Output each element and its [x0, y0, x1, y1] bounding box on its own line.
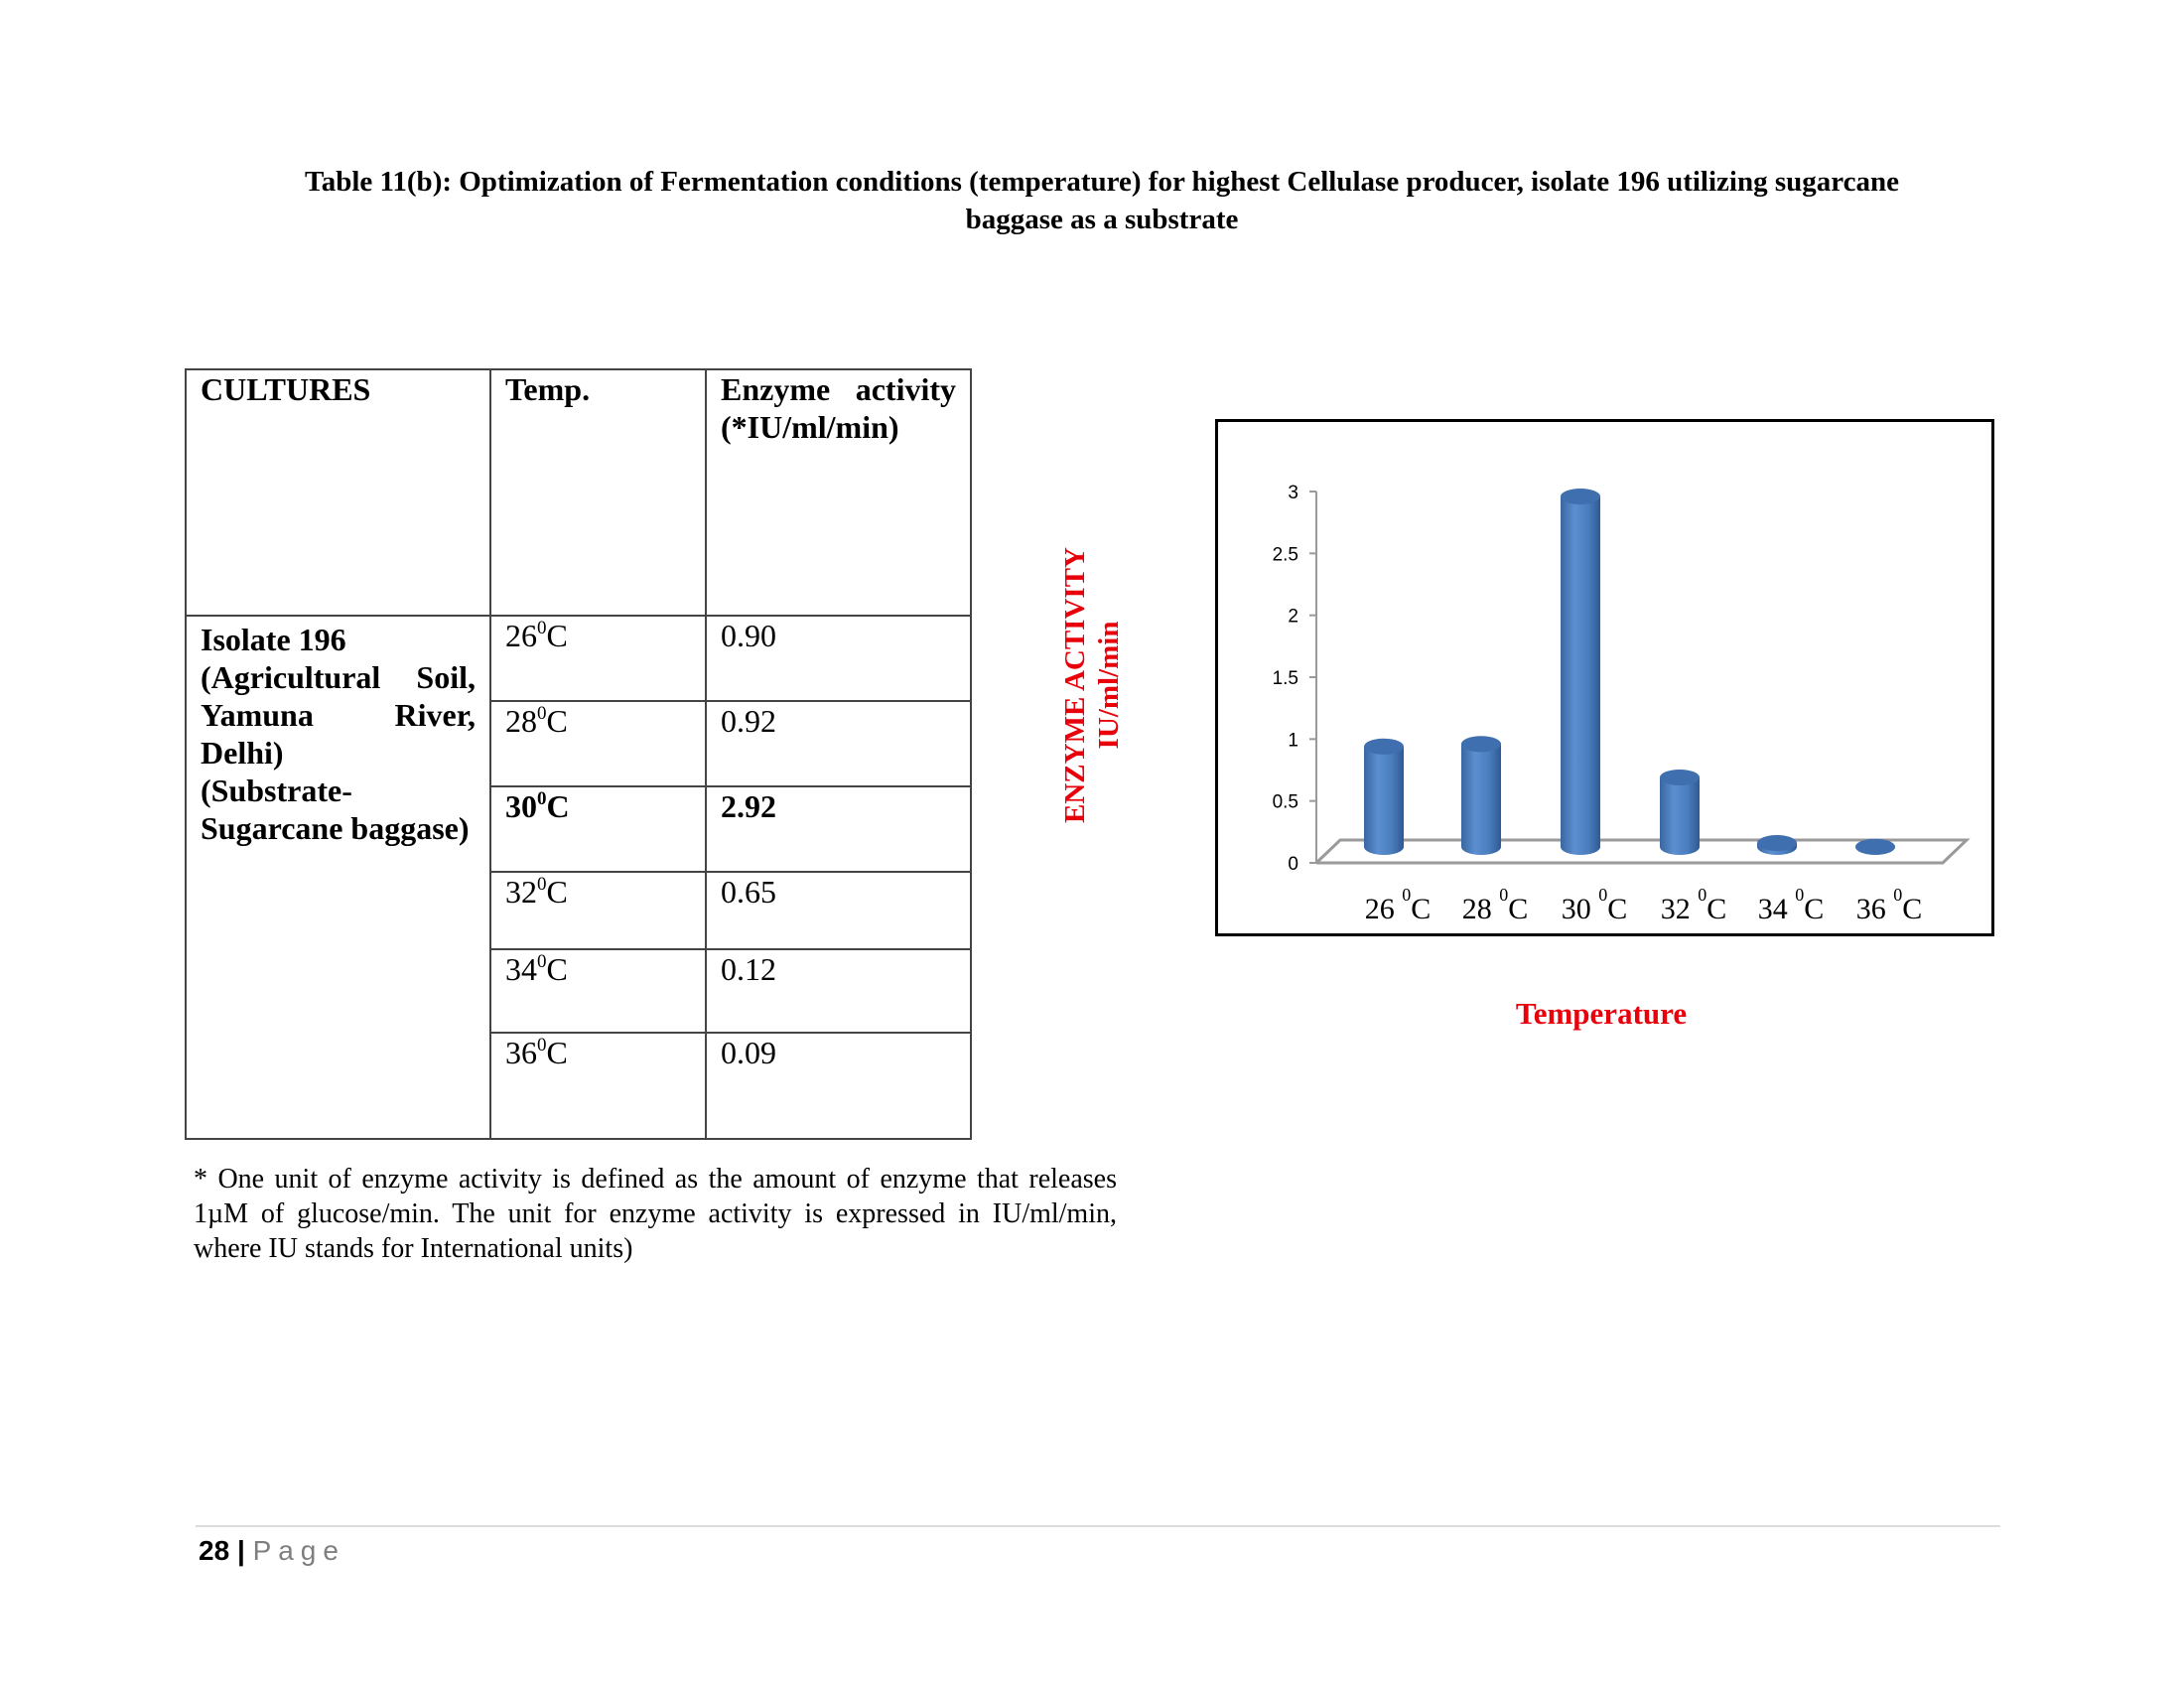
degree-superscript: 0 [537, 788, 547, 809]
bar-body [1461, 744, 1501, 855]
temp-cell [490, 949, 706, 1033]
temp-cell [490, 1033, 706, 1139]
footnote: * One unit of enzyme activity is defined as the amount of enzyme that releases 1µM of glucose/min. The unit for enzyme activity is expressed in IU/ml/min, where IU stands for International units) [194, 1164, 1117, 1264]
chart-frame [1215, 419, 1994, 936]
bar [1855, 839, 1895, 855]
table-row [186, 616, 971, 701]
y-tick-label: 0 [1288, 854, 1298, 875]
x-tick-label: 30 $^0$C [1561, 885, 1628, 925]
temp-value: 26 [505, 618, 537, 653]
x-tick-label: 32 $^0$C [1660, 885, 1727, 925]
table-header-row [186, 369, 971, 616]
x-axis-title: Temperature [1515, 996, 1688, 1031]
temp-value: 28 [505, 703, 537, 739]
temp-cell [490, 701, 706, 786]
bar-top [1364, 739, 1404, 755]
temp-unit: C [546, 788, 570, 824]
temp-cell [490, 872, 706, 949]
activity-cell: 0.12 [706, 949, 971, 1033]
bar [1561, 489, 1600, 855]
y-axis-title-line-1: ENZYME ACTIVITY [1059, 547, 1091, 823]
bar-body [1660, 777, 1700, 855]
bar-chart [1218, 422, 1991, 933]
x-tick-label: 34 $^0$C [1757, 885, 1825, 925]
temp-value: 36 [505, 1035, 537, 1070]
page-number: 28 [199, 1535, 230, 1566]
header-enzyme-activity: Enzyme activity (*IU/ml/min) [706, 369, 971, 616]
activity-cell: 2.92 [706, 786, 971, 872]
x-tick-label: 36 $^0$C [1855, 885, 1923, 925]
activity-cell: 0.90 [706, 616, 971, 701]
temp-unit: C [546, 703, 568, 739]
bar-top [1757, 835, 1797, 851]
footer-separator: | [236, 1535, 245, 1566]
y-tick-label: 1.5 [1272, 668, 1298, 689]
temp-cell [490, 786, 706, 872]
activity-cell: 0.92 [706, 701, 971, 786]
bar-top [1855, 839, 1895, 855]
culture-cell [186, 616, 490, 1139]
culture-line3: (Substrate- Sugarcane baggase) [201, 773, 470, 846]
caption-line-1: Table 11(b): Optimization of Fermentation conditions (temperature) for highest Cellulase producer, isolate 196 utilizing sugarcane [305, 166, 1899, 198]
temp-value: 30 [505, 788, 537, 824]
table-body [186, 616, 971, 1139]
footer-divider [196, 1525, 2000, 1527]
bar [1364, 739, 1404, 855]
caption-line-2: baggase as a substrate [965, 204, 1239, 235]
bar [1757, 835, 1797, 855]
y-tick-label: 0.5 [1272, 791, 1298, 813]
temp-unit: C [546, 874, 568, 910]
bar-body [1364, 747, 1404, 855]
temp-unit: C [546, 618, 568, 653]
degree-superscript: 0 [537, 951, 547, 972]
temp-unit: C [546, 1035, 568, 1070]
temp-cell [490, 616, 706, 701]
y-axis-title-line-2: IU/ml/min [1093, 621, 1125, 750]
y-tick-label: 1 [1288, 730, 1298, 752]
bar-top [1660, 770, 1700, 785]
activity-cell: 0.09 [706, 1033, 971, 1139]
y-tick-label: 3 [1288, 483, 1298, 503]
activity-cell: 0.65 [706, 872, 971, 949]
x-tick-label: 26 $^0$C [1364, 885, 1432, 925]
bar [1461, 736, 1501, 855]
y-tick-label: 2 [1288, 606, 1298, 628]
table-caption [149, 163, 2055, 238]
bar-top [1561, 489, 1600, 504]
degree-superscript: 0 [537, 618, 547, 638]
temp-value: 34 [505, 951, 537, 987]
degree-superscript: 0 [537, 1035, 547, 1055]
header-cultures: CULTURES [186, 369, 490, 616]
page-word: Page [252, 1535, 345, 1566]
x-tick-label: 28 $^0$C [1461, 885, 1529, 925]
temp-unit: C [546, 951, 568, 987]
culture-line2: (Agricultural Soil, Yamuna River, Delhi) [201, 659, 476, 771]
temp-value: 32 [505, 874, 537, 910]
culture-line1: Isolate 196 [201, 622, 346, 657]
header-temp: Temp. [490, 369, 706, 616]
degree-superscript: 0 [537, 703, 547, 724]
bar [1660, 770, 1700, 855]
degree-superscript: 0 [537, 874, 547, 895]
y-tick-label: 2.5 [1272, 544, 1298, 566]
bar-top [1461, 736, 1501, 752]
page-footer [199, 1535, 345, 1567]
enzyme-activity-table [185, 368, 972, 1140]
bar-body [1561, 496, 1600, 855]
